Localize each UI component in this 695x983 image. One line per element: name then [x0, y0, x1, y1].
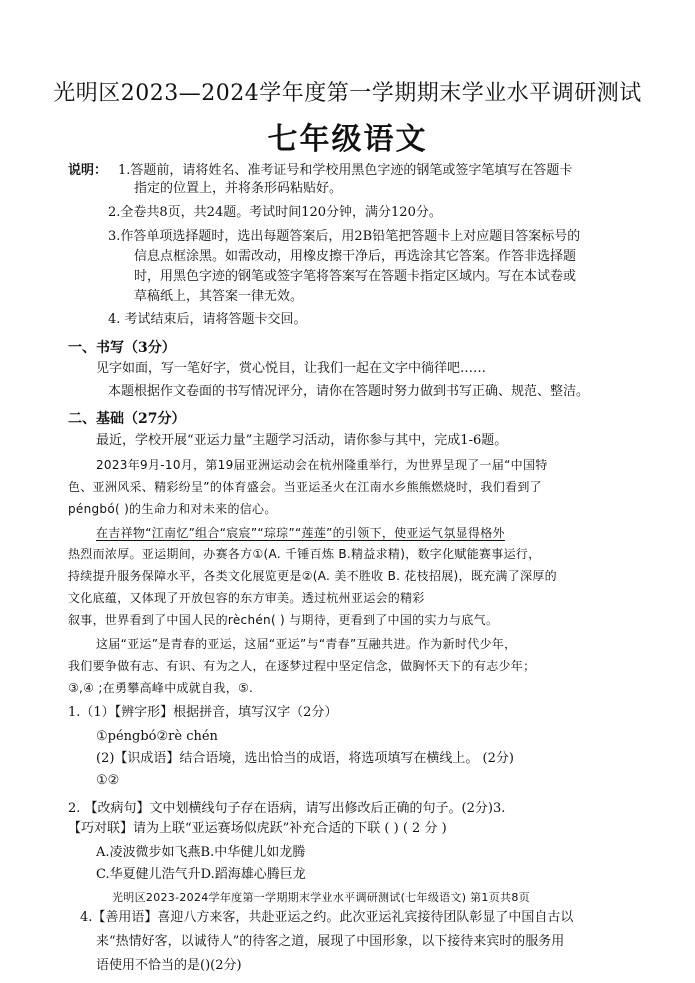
question-1-part-2-blanks: ①② — [96, 773, 120, 788]
instruction-line: 3.作答单项选择题时，选出每题答案后，用2B铅笔把答题卡上对应题目答案标号的 — [108, 229, 581, 244]
section-text: 见字如面，写一笔好字，赏心悦目，让我们一起在文字中徜徉吧…… — [96, 361, 487, 376]
question-3-options-cd: C.华夏健儿浩气升D.蹈海雄心腾巨龙 — [96, 867, 306, 882]
passage-line: 持续提升服务保障水平，各类文化展览更是②(A. 美不胜收 B. 花枝招展)，既充满了深厚的 — [68, 569, 557, 583]
instruction-line: 1.答题前，请将姓名、准考证号和学校用黑色字迹的钢笔或签字笔填写在答题卡 — [118, 163, 573, 178]
question-3-options-ab: A.凌波微步如飞燕B.中华健儿如龙腾 — [96, 845, 306, 860]
instruction-line: 草稿纸上，其答案一律无效。 — [134, 289, 304, 304]
question-4: 4.【善用语】喜迎八方来客，共赴亚运之约。此次亚运礼宾接待团队彰显了中国自古以 — [80, 910, 574, 925]
question-4-line: 来“热情好客，以诚待人”的待客之道，展现了中国形象，以下接待来宾时的服务用 — [96, 934, 565, 949]
question-1: 1.（1）【辨字形】根据拼音，填写汉字（2分） — [68, 705, 338, 720]
question-1-blanks: ①péngbó②rè chén — [96, 729, 218, 744]
question-2: 2. 【改病句】文中划横线句子存在语病，请写出修改后正确的句子。(2分)3. — [68, 801, 506, 816]
instruction-line: 指定的位置上，并将条形码粘贴好。 — [134, 181, 343, 196]
question-4-line: 语使用不恰当的是()(2分) — [96, 958, 242, 973]
passage-line: 色、亚洲风采、精彩纷呈”的体育盛会。当亚运圣火在江南水乡熊熊燃烧时，我们看到了 — [68, 480, 542, 494]
passage-line: 叙事，世界看到了中国人民的rèchén( ) 与期待，更看到了中国的实力与底气。 — [68, 613, 499, 627]
page-footer: 光明区2023-2024学年度第一学期期末学业水平调研测试(七年级语文) 第1页共8页 — [112, 891, 530, 904]
instruction-line: 4. 考试结束后，请将答题卡交回。 — [108, 312, 307, 327]
passage-line: 我们要争做有志、有识、有为之人，在逐梦过程中坚定信念，做胸怀天下的有志少年； — [68, 659, 536, 673]
passage-line: 热烈而浓厚。亚运期间，办赛各方①(A. 千锤百炼 B.精益求精)，数字化赋能赛事运行， — [68, 547, 541, 561]
exam-title: 光明区2023—2024学年度第一学期期末学业水平调研测试 — [53, 81, 642, 106]
section-intro: 最近，学校开展“亚运力量”主题学习活动，请你参与其中，完成1-6题。 — [96, 433, 508, 448]
instruction-line: 2.全卷共8页，共24题。考试时间120分钟，满分120分。 — [108, 205, 442, 220]
instructions-label: 说明： — [68, 163, 108, 178]
passage-line: ③,④ ;在勇攀高峰中成就自我，⑤. — [68, 681, 254, 695]
instruction-line: 信息点框涂黑。如需改动，用橡皮擦干净后，再选涂其它答案。作答非选择题 — [134, 249, 577, 264]
section-heading-basics: 二、基础（27分） — [68, 411, 186, 427]
question-1-part-2: (2)【识成语】结合语境，选出恰当的成语，将选项填写在横线上。 (2分) — [96, 751, 514, 766]
passage-line: 2023年9月-10月，第19届亚洲运动会在杭州隆重举行，为世界呈现了一届“中国特 — [96, 458, 548, 472]
passage-line: 这届“亚运”是青春的亚运，这届“亚运”与“青春”互融共进。作为新时代少年， — [96, 637, 517, 651]
passage-line: 文化底蕴，又体现了开放包容的东方审美。透过杭州亚运会的精彩 — [68, 591, 425, 605]
instruction-line: 时，用黑色字迹的钢笔或签字笔将答案写在答题卡指定区域内。写在本试卷或 — [134, 269, 577, 284]
question-3: 【巧对联】请为上联“亚运赛场似虎跃”补充合适的下联 ( ) ( 2 分 ) — [68, 821, 447, 836]
section-text: 本题根据作文卷面的书写情况评分，请你在答题时努力做到书写正确、规范、整洁。 — [108, 384, 590, 399]
passage-line: péngbó( )的生命力和对未来的信心。 — [68, 502, 277, 516]
exam-subtitle: 七年级语文 — [267, 122, 428, 157]
passage-line-underlined: 在吉祥物“江南忆”组合“宸宸”“琮琮”“莲莲”的引领下，使亚运气氛显得格外 — [96, 526, 505, 540]
section-heading-writing: 一、书写（3分） — [68, 340, 176, 356]
